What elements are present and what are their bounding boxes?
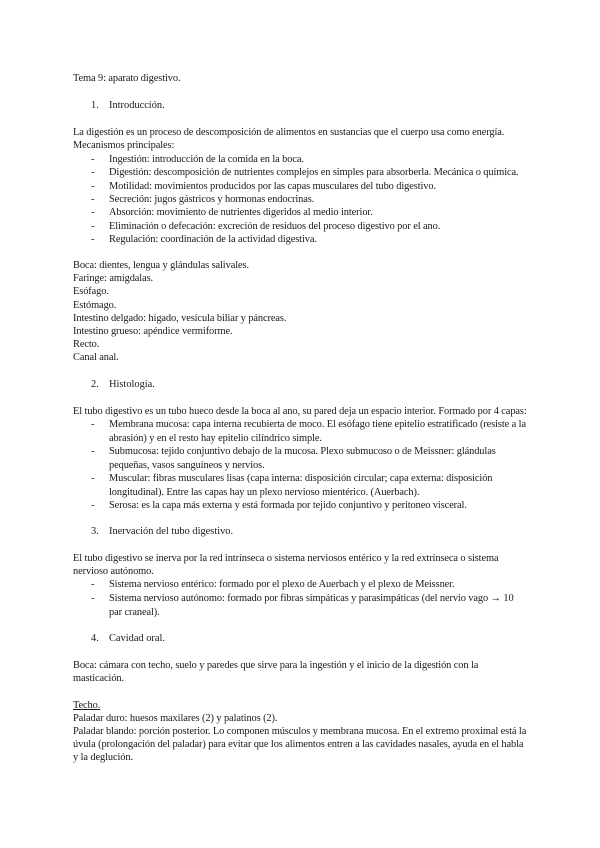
list-item: Digestión: descomposición de nutrientes complejos en simples para absorberla. Mecánica o química. bbox=[109, 167, 519, 178]
section-4-intro: Boca: cámara con techo, suelo y paredes que sirve para la ingestión y el inicio de la digestión con la masticación. bbox=[73, 660, 479, 684]
organ-list-item: Recto. bbox=[73, 339, 100, 350]
subheading-techo: Techo. bbox=[73, 700, 101, 711]
list-item: Absorción: movimiento de nutrientes digeridos al medio interior. bbox=[109, 207, 373, 218]
list-item: Motilidad: movimientos producidos por las capas musculares del tubo digestivo. bbox=[109, 181, 436, 192]
section-2-number: 2. bbox=[91, 379, 99, 390]
bullet-marker: - bbox=[91, 500, 95, 511]
section-2-intro: El tubo digestivo es un tubo hueco desde la boca al ano, su pared deja un espacio interior. Formado por 4 capas: bbox=[73, 406, 527, 417]
section-1-intro-line-2: Mecanismos principales: bbox=[73, 140, 175, 151]
organ-list-item: Estómago. bbox=[73, 300, 117, 311]
bullet-marker: - bbox=[91, 194, 95, 205]
list-item: Serosa: es la capa más externa y está formada por tejido conjuntivo y peritoneo visceral. bbox=[109, 500, 467, 511]
list-item: Muscular: fibras musculares lisas (capa interna: disposición circular; capa externa: disposición longitudinal). Entre las capas hay un plexo nervioso mientérico. (Auerbach). bbox=[109, 473, 493, 498]
bullet-marker: - bbox=[91, 579, 95, 590]
section-1-intro-line-1: La digestión es un proceso de descomposición de alimentos en sustancias que el cuerpo usa como energía. bbox=[73, 127, 505, 138]
list-item: Sistema nervioso autónomo: formado por fibras simpáticas y parasimpáticas (del nervio vago → 10 par craneal). bbox=[109, 593, 514, 618]
bullet-marker: - bbox=[91, 207, 95, 218]
organ-list-item: Intestino delgado: hígado, vesícula biliar y páncreas. bbox=[73, 313, 287, 324]
organ-list-item: Canal anal. bbox=[73, 352, 119, 363]
section-3-heading: Inervación del tubo digestivo. bbox=[109, 526, 234, 537]
section-4-heading: Cavidad oral. bbox=[109, 633, 165, 644]
bullet-marker: - bbox=[91, 473, 95, 484]
organ-list-item: Faringe: amígdalas. bbox=[73, 273, 154, 284]
bullet-marker: - bbox=[91, 181, 95, 192]
bullet-marker: - bbox=[91, 154, 95, 165]
bullet-marker: - bbox=[91, 419, 95, 430]
list-item: Secreción: jugos gástricos y hormonas endocrinas. bbox=[109, 194, 315, 205]
paragraph-line: Paladar blando: porción posterior. Lo componen músculos y membrana mucosa. En el extremo proximal está la úvula (prolongación del paladar) para evitar que los alimentos entren a las cavidades nasales, ayuda en el habla y la deglución. bbox=[73, 726, 527, 763]
bullet-marker: - bbox=[91, 593, 95, 604]
list-item: Regulación: coordinación de la actividad digestiva. bbox=[109, 234, 317, 245]
section-3-intro: El tubo digestivo se inerva por la red intrínseca o sistema nerviosos entérico y la red extrínseca o sistema nervioso autónomo. bbox=[73, 553, 499, 577]
list-item: Sistema nervioso entérico: formado por el plexo de Auerbach y el plexo de Meissner. bbox=[109, 579, 455, 590]
section-3-number: 3. bbox=[91, 526, 99, 537]
bullet-marker: - bbox=[91, 234, 95, 245]
section-1-number: 1. bbox=[91, 100, 99, 111]
organ-list-item: Boca: dientes, lengua y glándulas salivales. bbox=[73, 260, 249, 271]
bullet-marker: - bbox=[91, 167, 95, 178]
section-2-heading: Histología. bbox=[109, 379, 155, 390]
section-1-heading: Introducción. bbox=[109, 100, 165, 111]
document-title: Tema 9: aparato digestivo. bbox=[73, 73, 181, 84]
list-item: Eliminación o defecación: excreción de residuos del proceso digestivo por el ano. bbox=[109, 221, 441, 232]
organ-list-item: Intestino grueso: apéndice vermiforme. bbox=[73, 326, 233, 337]
list-item: Ingestión: introducción de la comida en la boca. bbox=[109, 154, 304, 165]
organ-list-item: Esófago. bbox=[73, 286, 109, 297]
list-item: Membrana mucosa: capa interna recubierta de moco. El esófago tiene epitelio estratificado (resiste a la abrasión) y en el resto hay epitelio cilíndrico simple. bbox=[109, 419, 526, 444]
list-item: Submucosa: tejido conjuntivo debajo de la mucosa. Plexo submucoso o de Meissner: glándulas pequeñas, vasos sanguíneos y nervios. bbox=[109, 446, 496, 471]
section-4-number: 4. bbox=[91, 633, 99, 644]
bullet-marker: - bbox=[91, 446, 95, 457]
bullet-marker: - bbox=[91, 221, 95, 232]
paragraph-line: Paladar duro: huesos maxilares (2) y palatinos (2). bbox=[73, 713, 278, 724]
